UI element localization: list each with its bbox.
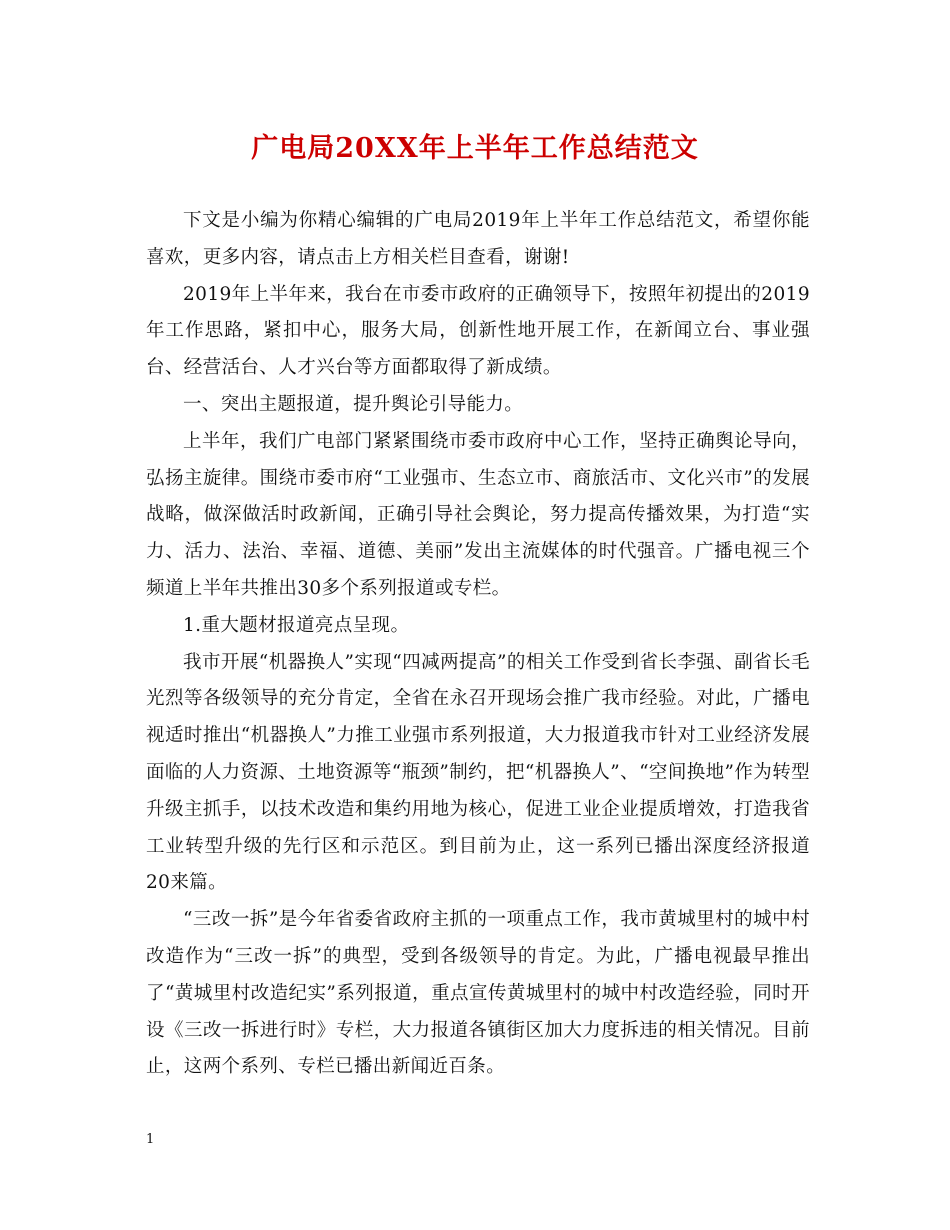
page-number: 1	[146, 1132, 155, 1147]
body-paragraph: 上半年，我们广电部门紧紧围绕市委市政府中心工作，坚持正确舆论导向，弘扬主旋律。围绕市委市府“工业强市、生态立市、商旅活市、文化兴市”的发展战略，做深做活时政新闻，正确引导社会舆论，努力提高传播效果，为打造“实力、活力、法治、幸福、道德、美丽”发出主流媒体的时代强音。广播电视三个频道上半年共推出30多个系列报道或专栏。	[146, 430, 810, 599]
document-body	[146, 203, 810, 1086]
subsection-heading: 1.重大题材报道亮点呈现。	[183, 614, 410, 636]
intro-paragraph: 下文是小编为你精心编辑的广电局2019年上半年工作总结范文，希望你能喜欢，更多内容，请点击上方相关栏目查看，谢谢!	[146, 210, 810, 268]
document-title: 广电局20XX年上半年工作总结范文	[251, 133, 699, 164]
overview-paragraph: 2019年上半年来，我台在市委市政府的正确领导下，按照年初提出的2019年工作思路，紧扣中心，服务大局，创新性地开展工作，在新闻立台、事业强台、经营活台、人才兴台等方面都取得了新成绩。	[146, 283, 810, 379]
body-paragraph: 我市开展“机器换人”实现“四减两提高”的相关工作受到省长李强、副省长毛光烈等各级领导的充分肯定，全省在永召开现场会推广我市经验。对此，广播电视适时推出“机器换人”力推工业强市系列报道，大力报道我市针对工业经济发展面临的人力资源、土地资源等“瓶颈”制约，把“机器换人”、“空间换地”作为转型升级主抓手，以技术改造和集约用地为核心，促进工业企业提质增效，打造我省工业转型升级的先行区和示范区。到目前为止，这一系列已播出深度经济报道20来篇。	[146, 651, 810, 894]
section-heading: 一、突出主题报道，提升舆论引导能力。	[183, 393, 524, 415]
body-paragraph: “三改一拆”是今年省委省政府主抓的一项重点工作，我市黄城里村的城中村改造作为“三改一拆”的典型，受到各级领导的肯定。为此，广播电视最早推出了“黄城里村改造纪实”系列报道，重点宣传黄城里村的城中村改造经验，同时开设《三改一拆进行时》专栏，大力报道各镇街区加大力度拆违的相关情况。目前止，这两个系列、专栏已播出新闻近百条。	[146, 909, 810, 1078]
